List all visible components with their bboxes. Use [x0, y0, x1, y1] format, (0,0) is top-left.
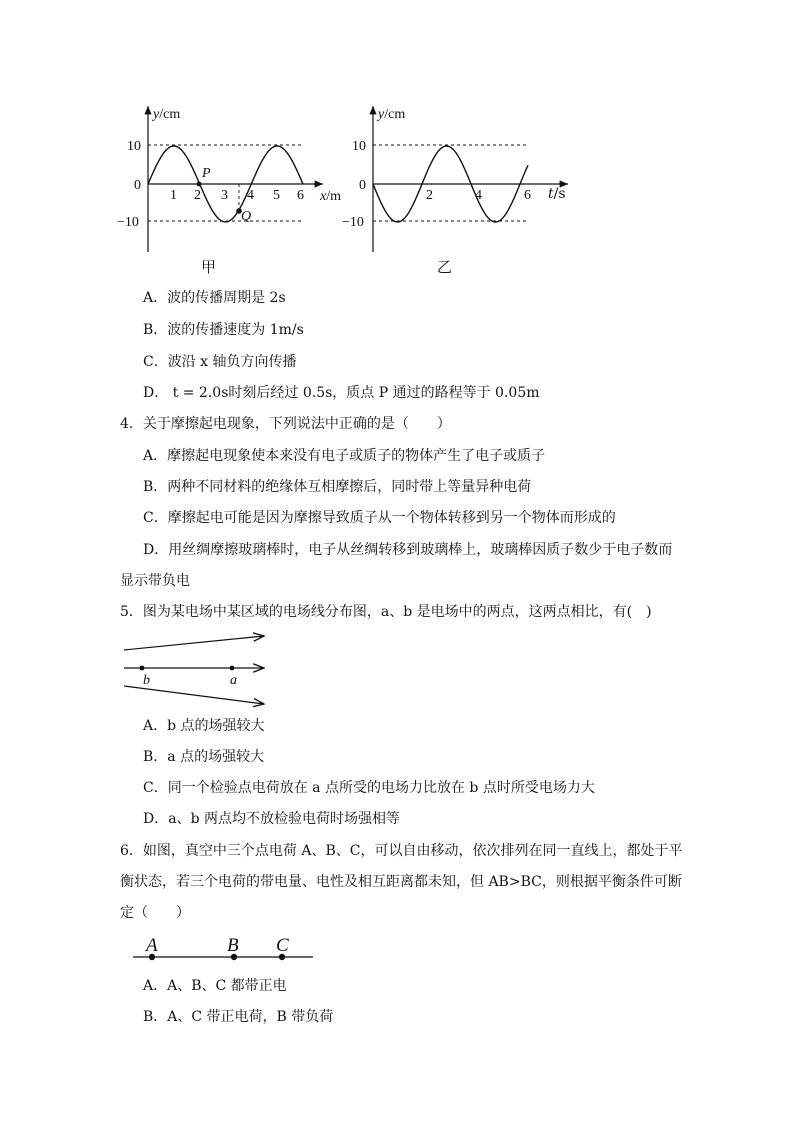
q5-stem: 5．图为某电场中某区域的电场线分布图，a、b 是电场中的两点，这两点相比，有( ): [120, 604, 652, 620]
point-p-label: P: [202, 166, 211, 181]
q6-option-b: B．A、C 带正电荷，B 带负荷: [143, 1009, 334, 1025]
y-tick-10: 10: [127, 139, 141, 154]
charge-b-label: B: [227, 935, 239, 956]
q3-option-d: D． t = 2.0s时刻后经过 0.5s，质点 P 通过的路程等于 0.05m: [143, 385, 540, 401]
y-tick-neg10: −10: [342, 215, 364, 230]
point-q-label: Q: [241, 209, 252, 224]
y-tick-neg10: −10: [117, 215, 139, 230]
q5-option-c: C．同一个检验点电荷放在 a 点所受的电场力比放在 b 点时所受电场力大: [143, 780, 595, 796]
t-axis-label: t/s: [548, 186, 566, 202]
x-tick-6: 6: [297, 188, 304, 203]
q4-option-c: C．摩擦起电可能是因为摩擦导致质子从一个物体转移到另一个物体而形成的: [143, 510, 616, 526]
point-a-marker: [230, 666, 235, 671]
wave-graph-jia: [115, 100, 341, 260]
x-tick-4: 4: [247, 188, 254, 203]
x-tick-3: 3: [221, 188, 228, 203]
point-b-label: b: [143, 673, 150, 688]
q5-option-a: A．b 点的场强较大: [143, 718, 265, 734]
caption-jia: 甲: [201, 258, 217, 276]
q3-option-c: C．波沿 x 轴负方向传播: [143, 354, 297, 370]
x-tick-5: 5: [273, 188, 280, 203]
q5-option-d: D．a、b 两点均不放检验电荷时场强相等: [143, 811, 400, 827]
caption-yi: 乙: [437, 258, 453, 276]
field-line-top: [124, 636, 264, 650]
y-axis-label: y/cm: [153, 107, 181, 122]
vibration-graph-yi: [340, 100, 560, 260]
t-tick-2: 2: [426, 188, 433, 203]
q4-option-a: A．摩擦起电现象使本来没有电子或质子的物体产生了电子或质子: [143, 448, 546, 464]
q6-stem-line-2: 衡状态，若三个电荷的带电量、电性及相互距离都未知，但 AB>BC，则根据平衡条件可断: [120, 874, 682, 890]
charge-line-diagram: [130, 930, 330, 970]
point-a-label: a: [230, 673, 237, 688]
x-axis-label: x/m: [320, 189, 341, 204]
q4-option-d-cont: 显示带负电: [120, 573, 190, 589]
x-tick-1: 1: [170, 188, 177, 203]
q4-stem: 4．关于摩擦起电现象，下列说法中正确的是（ ）: [120, 416, 451, 432]
y-tick-0: 0: [359, 178, 366, 193]
point-p-marker: [197, 182, 202, 187]
q6-option-a: A．A、B、C 都带正电: [143, 978, 287, 994]
y-tick-10: 10: [352, 139, 366, 154]
q4-option-d: D．用丝绸摩擦玻璃棒时，电子从丝绸转移到玻璃棒上，玻璃棒因质子数少于电子数而: [143, 542, 673, 558]
charge-c-label: C: [276, 935, 289, 956]
y-tick-0: 0: [134, 178, 141, 193]
q3-option-a: A．波的传播周期是 2s: [143, 290, 286, 306]
point-b-marker: [140, 666, 145, 671]
t-tick-6: 6: [524, 188, 531, 203]
field-line-bottom: [124, 686, 264, 704]
q6-stem-line-3: 定（ ）: [120, 905, 190, 921]
q4-option-b: B．两种不同材料的绝缘体互相摩擦后，同时带上等量异种电荷: [143, 479, 532, 495]
x-tick-2: 2: [194, 188, 201, 203]
q6-stem-line-1: 6．如图，真空中三个点电荷 A、B、C，可以自由移动，依次排列在同一直线上，都处于平: [120, 843, 683, 859]
t-tick-4: 4: [475, 188, 482, 203]
q5-option-b: B．a 点的场强较大: [143, 749, 265, 765]
y-axis-label: y/cm: [378, 107, 406, 122]
electric-field-lines: [118, 630, 278, 710]
q3-option-b: B．波的传播速度为 1m/s: [143, 322, 304, 338]
charge-a-label: A: [146, 935, 158, 956]
